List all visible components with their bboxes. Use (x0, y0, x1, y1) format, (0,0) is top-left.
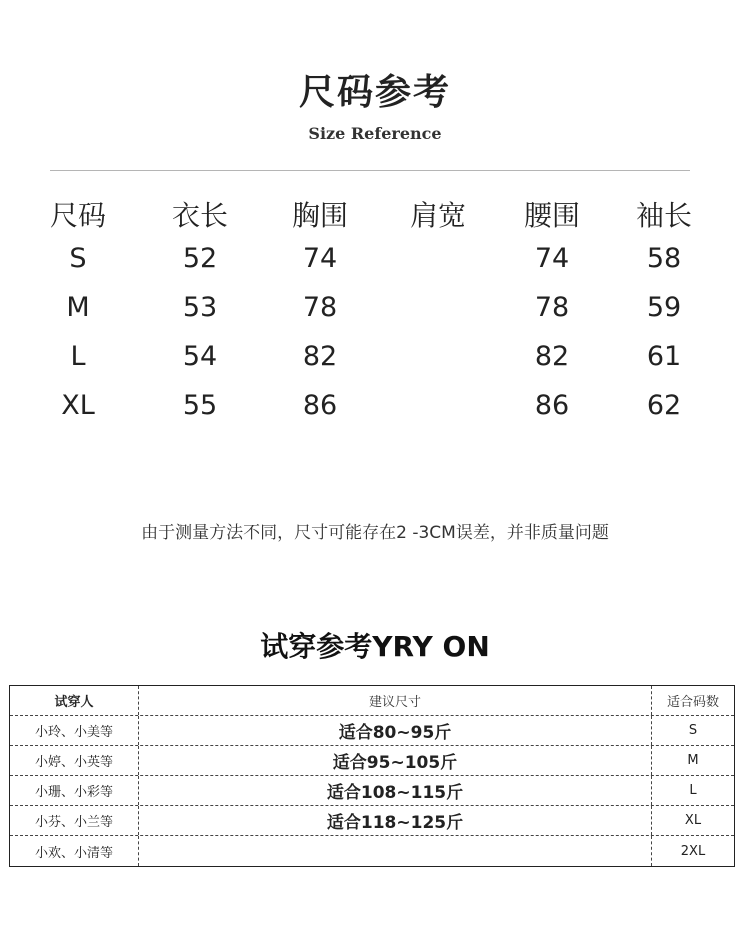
fit-size: 2XL (680, 843, 706, 859)
cell-chest: 86 (302, 390, 338, 421)
cell-size: M (66, 292, 90, 323)
size-row (0, 341, 750, 390)
fit-table-row (10, 716, 734, 746)
page-title: 尺码参考 (298, 72, 451, 113)
recommend-weight (139, 836, 652, 866)
header-shoulder: 肩宽 (409, 199, 466, 232)
fit-size: XL (684, 813, 702, 828)
cell-sleeve: 59 (646, 292, 682, 323)
cell-size: XL (61, 390, 95, 421)
size-row (0, 292, 750, 341)
header-recommend: 建议尺寸 (139, 686, 652, 715)
fit-table-header (10, 686, 734, 716)
header-size: 尺码 (49, 199, 106, 232)
fit-table (9, 685, 735, 867)
header-sleeve: 袖长 (635, 199, 692, 232)
header-fit-size: 适合码数 (666, 695, 719, 710)
fit-table-row (10, 806, 734, 836)
fit-size: M (687, 753, 699, 768)
tester-names: 小芬、小兰等 (10, 806, 139, 835)
cell-size: S (69, 243, 87, 274)
tester-names: 小婷、小英等 (10, 746, 139, 775)
fit-table-row (10, 776, 734, 806)
cell-chest: 82 (302, 341, 338, 372)
size-row (0, 390, 750, 439)
tester-names: 小玲、小美等 (10, 716, 139, 745)
cell-sleeve: 58 (646, 243, 682, 274)
cell-length: 52 (182, 243, 218, 274)
header-waist: 腰围 (523, 199, 580, 232)
cell-waist: 78 (534, 292, 570, 323)
divider (50, 170, 690, 171)
cell-length: 55 (182, 390, 218, 421)
cell-size: L (70, 341, 86, 372)
cell-chest: 74 (302, 243, 338, 274)
cell-length: 53 (182, 292, 218, 323)
cell-sleeve: 61 (646, 341, 682, 372)
tester-names: 小欢、小清等 (10, 836, 139, 866)
recommend-weight: 适合108~115斤 (139, 776, 652, 805)
recommend-weight: 适合118~125斤 (139, 806, 652, 835)
cell-waist: 82 (534, 341, 570, 372)
size-table (0, 194, 750, 439)
fit-table-row (10, 836, 734, 866)
cell-waist: 86 (534, 390, 570, 421)
size-table-header (0, 194, 750, 243)
measurement-note: 由于测量方法不同，尺寸可能存在2 -3CM误差，并非质量问题 (141, 523, 609, 543)
fit-size: S (688, 723, 698, 738)
page-subtitle: Size Reference (308, 124, 442, 143)
header-tester: 试穿人 (10, 686, 139, 715)
recommend-weight: 适合95~105斤 (139, 746, 652, 775)
header-length: 衣长 (171, 199, 228, 232)
recommend-weight: 适合80~95斤 (139, 716, 652, 745)
header-chest: 胸围 (291, 199, 348, 232)
fit-table-row (10, 746, 734, 776)
cell-sleeve: 62 (646, 390, 682, 421)
fit-size: L (689, 783, 697, 798)
cell-chest: 78 (302, 292, 338, 323)
fit-section-title: 试穿参考YRY ON (260, 630, 490, 663)
tester-names: 小珊、小彩等 (10, 776, 139, 805)
size-row (0, 243, 750, 292)
cell-waist: 74 (534, 243, 570, 274)
cell-length: 54 (182, 341, 218, 372)
